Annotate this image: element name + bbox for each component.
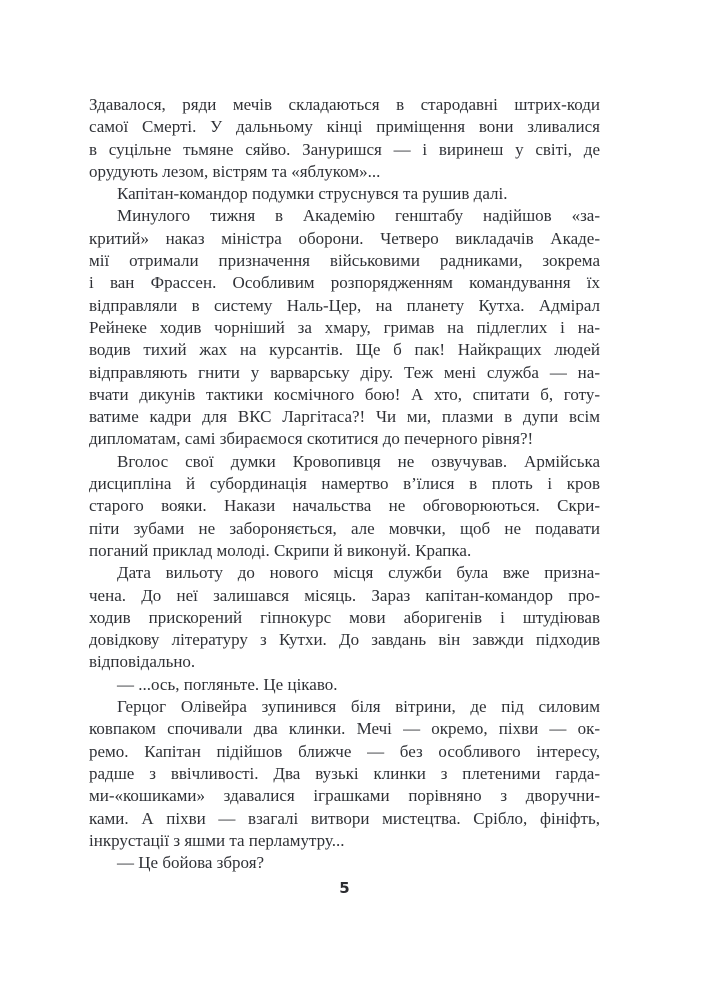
text-line: ремо. Капітан підійшов ближче — без особливого інтересу,: [89, 741, 600, 761]
paragraph-4: [89, 451, 600, 562]
text-line: водив тихий жах на курсантів. Ще б пак! Найкращих людей: [89, 340, 600, 360]
text-line: Рейнеке ходив чорніший за хмару, гримав на підлеглих і на-: [89, 317, 600, 337]
text-line: відправляли в систему Наль-Цер, на планету Кутха. Адмірал: [89, 295, 600, 315]
paragraph-6-dialogue: [89, 674, 600, 696]
text-line: ходив прискорений гіпнокурс мови аборигенів і штудіював: [89, 607, 600, 627]
text-line: відповідально.: [89, 652, 196, 672]
text-line: Капітан-командор подумки струснувся та рушив далі.: [117, 184, 508, 204]
paragraph-2: [89, 183, 600, 205]
text-line: Герцог Олівейра зупинився біля вітрини, де під силовим: [117, 697, 600, 717]
text-line: поганий приклад молоді. Скрипи й виконуй. Крапка.: [89, 540, 472, 560]
text-line: ками. А піхви — взагалі витвори мистецтва. Срібло, фініфть,: [89, 808, 600, 828]
text-line: піти зубами не забороняється, але мовчки, щоб не подавати: [89, 518, 600, 538]
text-line: старого вояки. Накази начальства не обговорюються. Скри-: [89, 496, 600, 516]
text-line: чена. До неї залишався місяць. Зараз капітан-командор про-: [89, 585, 600, 605]
page-number: 5: [339, 879, 350, 897]
paragraph-8-dialogue: [89, 852, 600, 874]
text-line: мії отримали призначення військовими радниками, зокрема: [89, 251, 600, 271]
text-line: Здавалося, ряди мечів складаються в стародавні штрих-коди: [89, 95, 600, 114]
text-line: ковпаком спочивали два клинки. Мечі — окремо, піхви — ок-: [89, 719, 600, 739]
text-line: радше з ввічливості. Два вузькі клинки з плетеними гарда-: [89, 763, 600, 783]
text-line: самої Смерті. У дальньому кінці приміщення вони зливалися: [89, 117, 600, 137]
text-line: Дата вильоту до нового місця служби була вже призна-: [117, 563, 600, 583]
text-line: Вголос свої думки Кровопивця не озвучував. Армійська: [117, 451, 600, 471]
text-line: дисципліна й субординація намертво в’їлися в плоть і кров: [89, 474, 600, 494]
text-line: довідкову літературу з Кутхи. До завдань він завжди підходив: [89, 630, 600, 650]
text-line: ми-«кошиками» здавалися іграшками порівняно з дворучни-: [89, 786, 600, 806]
paragraph-3: [89, 205, 600, 450]
text-line: ватиме кадри для ВКС Ларгітаса?! Чи ми, плазми в дупи всім: [89, 407, 600, 427]
text-line: інкрустації з яшми та перламутру...: [89, 830, 345, 850]
text-line: в суцільне тьмяне сяйво. Зануришся — і виринеш у світі, де: [89, 139, 600, 159]
text-line: — ...ось, погляньте. Це цікаво.: [117, 674, 338, 694]
text-line: Минулого тижня в Академію генштабу надійшов «за-: [117, 206, 600, 226]
text-line: вчати дикунів тактики космічного бою! А хто, спитати б, готу-: [89, 384, 600, 404]
text-line: дипломатам, самі збираємося скотитися до печерного рівня?!: [89, 429, 534, 449]
text-line: і ван Фрассен. Особливим розпорядженням командування їх: [89, 273, 600, 293]
paragraph-5: [89, 562, 600, 673]
page-text: [89, 94, 600, 874]
text-line: відправляють гнити у варварську діру. Теж мені служба — на-: [89, 362, 600, 382]
text-line: — Це бойова зброя?: [117, 853, 265, 873]
paragraph-1: [89, 94, 600, 183]
text-line: критий» наказ міністра оборони. Четверо викладачів Акаде-: [89, 228, 600, 248]
paragraph-7: [89, 696, 600, 852]
text-line: орудують лезом, вістрям та «яблуком»...: [89, 161, 381, 181]
